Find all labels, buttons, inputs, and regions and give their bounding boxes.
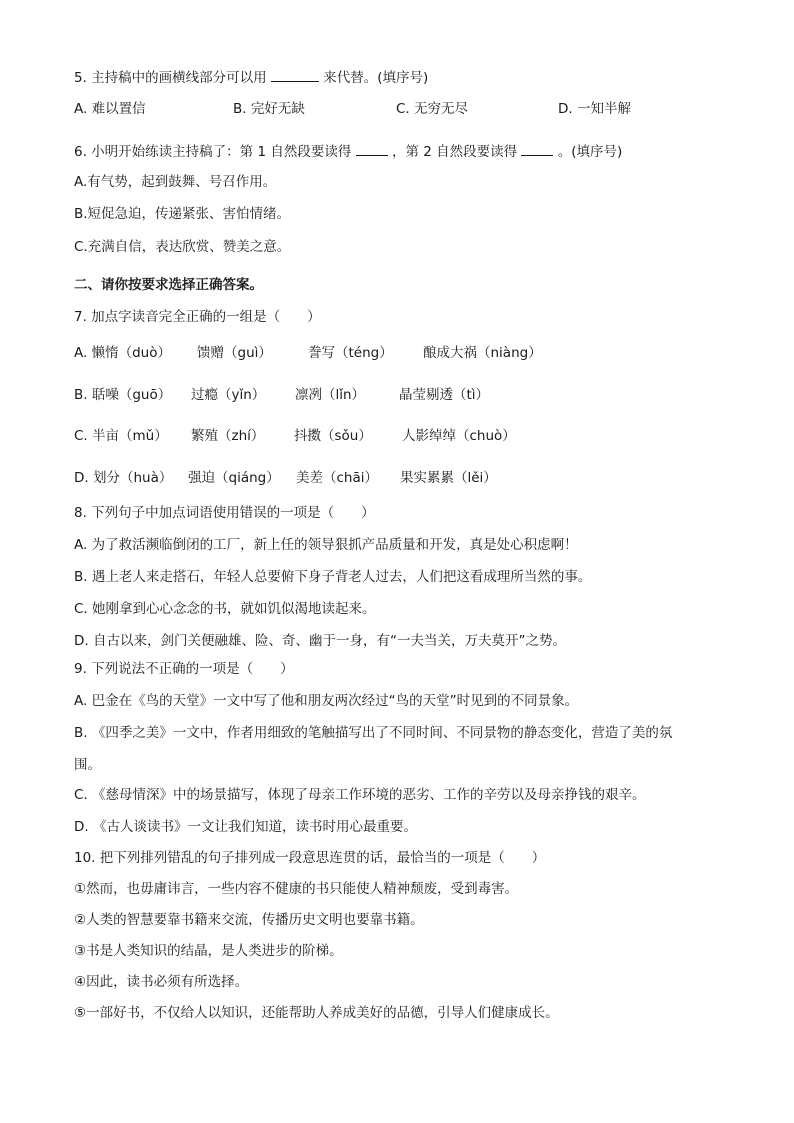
q5-option-c: C. 无穷无尽: [396, 101, 469, 117]
q7-c-word-1: C. 半亩（mǔ）: [74, 428, 168, 444]
q6-option-a: A.有气势，起到鼓舞、号召作用。: [74, 174, 277, 190]
q7-a-word-4: 酿成大祸（niàng）: [423, 345, 542, 361]
q8-option-c: C. 她刚拿到心心念念的书，就如饥似渴地读起来。: [74, 601, 376, 617]
q7-b-word-1: B. 聒噪（guō）: [74, 387, 172, 403]
q7-d-word-3: 美差（chāi）: [296, 470, 379, 486]
q10-stem: 10. 把下列排列错乱的句子排列成一段意思连贯的话，最恰当的一项是（ ）: [74, 850, 546, 866]
q7-b-word-4: 晶莹剔透（tì）: [399, 387, 490, 403]
q7-a-word-3: 誊写（téng）: [308, 345, 393, 361]
q8-option-b: B. 遇上老人来走搭石，年轻人总要俯下身子背老人过去，人们把这看成理所当然的事。: [74, 569, 592, 585]
q7-d-word-4: 果实累累（lěi）: [400, 470, 497, 486]
q7-row-b: [74, 386, 714, 404]
q6-answer-blank-1: [356, 141, 388, 156]
q5-answer-blank: [271, 67, 319, 82]
q5-stem: [74, 67, 428, 87]
section-2-title: 二、请你按要求选择正确答案。: [74, 277, 263, 293]
q7-stem: 7. 加点字读音完全正确的一组是（ ）: [74, 309, 321, 325]
q7-b-word-2: 过瘾（yǐn）: [191, 387, 266, 403]
q9-option-c: C. 《慈母情深》中的场景描写，体现了母亲工作环境的恶劣、工作的辛劳以及母亲挣钱的艰辛。: [74, 787, 646, 803]
q9-option-a: A. 巴金在《鸟的天堂》一文中写了他和朋友两次经过“鸟的天堂”时见到的不同景象。: [74, 693, 579, 709]
q10-item-5: ⑤一部好书，不仅给人以知识，还能帮助人养成美好的品德，引导人们健康成长。: [74, 1005, 559, 1021]
q6-option-c: C.充满自信，表达欣赏、赞美之意。: [74, 239, 291, 255]
q7-c-word-3: 抖擞（sǒu）: [294, 428, 372, 444]
q6-stem-middle: ，第 2 自然段要读得: [391, 144, 518, 160]
q8-stem: 8. 下列句子中加点词语使用错误的一项是（ ）: [74, 505, 375, 521]
q5-option-d: D. 一知半解: [558, 101, 631, 117]
q6-stem: [74, 141, 622, 161]
q9-option-b-continued: 围。: [74, 757, 101, 773]
q7-a-word-2: 馈赠（guì）: [197, 345, 272, 361]
q6-stem-prefix: 6. 小明开始练读主持稿了：第 1 自然段要读得: [74, 144, 352, 160]
q5-option-b: B. 完好无缺: [233, 101, 305, 117]
q6-option-b: B.短促急迫，传递紧张、害怕情绪。: [74, 206, 291, 222]
q10-item-4: ④因此，读书必须有所选择。: [74, 974, 249, 990]
q8-option-a: A. 为了救活濒临倒闭的工厂，新上任的领导狠抓产品质量和开发，真是处心积虑啊！: [74, 537, 578, 553]
q7-b-word-3: 凛冽（lǐn）: [295, 387, 366, 403]
q7-row-d: [74, 469, 714, 487]
q7-row-a: [74, 344, 714, 362]
q6-answer-blank-2: [521, 141, 553, 156]
q10-item-2: ②人类的智慧要靠书籍来交流，传播历史文明也要靠书籍。: [74, 912, 424, 928]
q5-stem-prefix: 5. 主持稿中的画横线部分可以用: [74, 70, 267, 86]
q7-c-word-4: 人影绰绰（chuò）: [402, 428, 516, 444]
q5-option-a: A. 难以置信: [74, 101, 146, 117]
q7-d-word-1: D. 划分（huà）: [74, 470, 173, 486]
q8-option-d: D. 自古以来，剑门关便融雄、险、奇、幽于一身，有“一夫当关，万夫莫开”之势。: [74, 633, 566, 649]
q9-option-b: B. 《四季之美》一文中，作者用细致的笔触描写出了不同时间、不同景物的静态变化，营造了美的氛: [74, 725, 673, 741]
q9-option-d: D. 《古人谈读书》一文让我们知道，读书时用心最重要。: [74, 819, 417, 835]
q7-a-word-1: A. 懒惰（duò）: [74, 345, 171, 361]
q6-stem-suffix: 。(填序号): [557, 144, 623, 160]
q5-stem-suffix: 来代替。(填序号): [323, 70, 429, 86]
q9-stem: 9. 下列说法不正确的一项是（ ）: [74, 661, 294, 677]
q7-d-word-2: 强迫（qiáng）: [188, 470, 280, 486]
q7-row-c: [74, 427, 714, 445]
q10-item-3: ③书是人类知识的结晶，是人类进步的阶梯。: [74, 943, 343, 959]
q10-item-1: ①然而，也毋庸讳言，一些内容不健康的书只能使人精神颓废，受到毒害。: [74, 881, 519, 897]
q7-c-word-2: 繁殖（zhí）: [191, 428, 265, 444]
